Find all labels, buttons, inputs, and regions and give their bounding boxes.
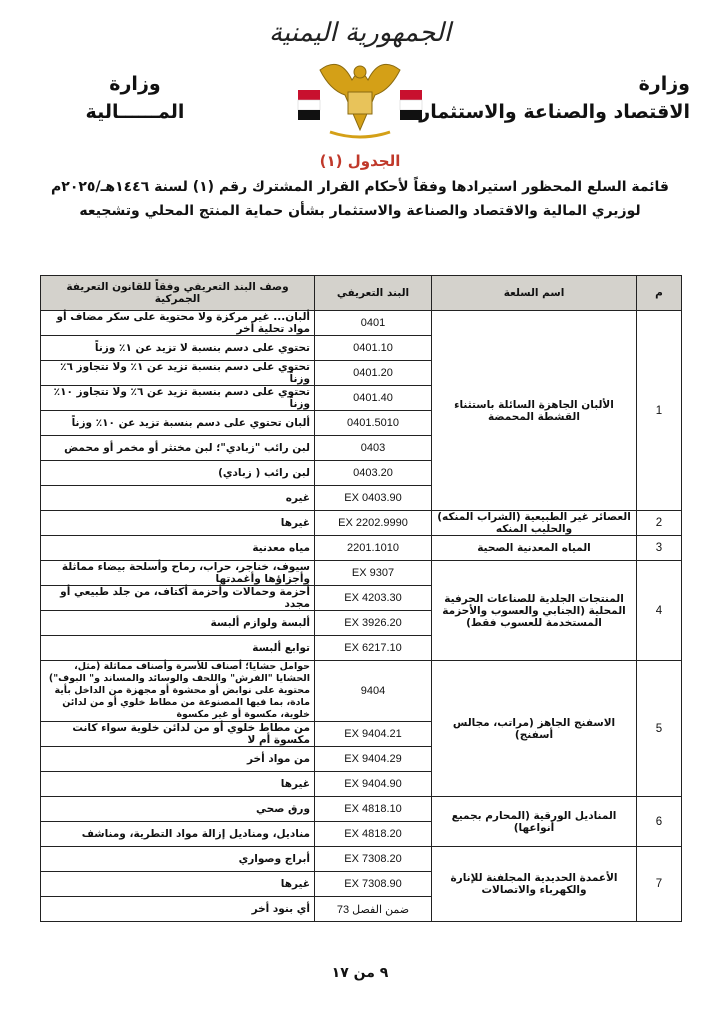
tariff-description: غيره <box>41 486 315 511</box>
tariff-code: EX 2202.9990 <box>315 511 432 536</box>
table-header-row <box>41 276 682 311</box>
tariff-code: 9404 <box>315 661 432 722</box>
tariff-description: مناديل، ومناديل إزالة مواد التطرية، ومناشف <box>41 822 315 847</box>
document-title: قائمة السلع المحظور استيرادها وفقاً لأحكام القرار المشترك رقم (١) لسنة ١٤٤٦هـ/٢٠٢٥م لوزيري المالية والاقتصاد والصناعة والاستثمار بشأن حماية المنتج المحلي وتشجيعه <box>51 179 669 219</box>
tariff-code: 0401.10 <box>315 336 432 361</box>
goods-name: الألبان الجاهزة السائلة باستثناء القشطة المحمضة <box>432 311 637 511</box>
table-row <box>41 661 682 722</box>
tariff-code: 0403 <box>315 436 432 461</box>
tariff-description: تحتوي على دسم بنسبة تزيد عن ١٪ ولا تتجاوز ٦٪ وزناً <box>41 361 315 386</box>
ministry-economy <box>419 70 690 126</box>
goods-name: المياه المعدنية الصحية <box>432 536 637 561</box>
goods-name: الاسفنج الجاهز (مراتب، مجالس أسفنج) <box>432 661 637 797</box>
tariff-description: مياه معدنية <box>41 536 315 561</box>
tariff-description: أي بنود أخر <box>41 897 315 922</box>
row-number: 7 <box>637 847 682 922</box>
table-body <box>41 311 682 922</box>
tariff-description: غيرها <box>41 511 315 536</box>
col-header-m: م <box>637 276 682 311</box>
tariff-code: 0401.5010 <box>315 411 432 436</box>
row-number: 6 <box>637 797 682 847</box>
row-number: 5 <box>637 661 682 797</box>
row-number: 2 <box>637 511 682 536</box>
table-row <box>41 511 682 536</box>
tariff-code: 2201.1010 <box>315 536 432 561</box>
letterhead <box>0 0 720 150</box>
tariff-description: ورق صحي <box>41 797 315 822</box>
tariff-code: EX 9404.90 <box>315 772 432 797</box>
tariff-code: 0401.20 <box>315 361 432 386</box>
goods-name: الأعمدة الحديدية المجلفنة للإنارة والكهرباء والاتصالات <box>432 847 637 922</box>
table-row <box>41 847 682 872</box>
table-row <box>41 561 682 586</box>
tariff-code: EX 9404.29 <box>315 747 432 772</box>
ministry-finance <box>75 70 195 126</box>
ministry-finance-line2: المــــــالية <box>85 101 185 123</box>
tariff-code: 0401 <box>315 311 432 336</box>
table-row <box>41 311 682 336</box>
tariff-description: غيرها <box>41 772 315 797</box>
tariff-description: تحتوي على دسم بنسبة لا تزيد عن ١٪ وزناً <box>41 336 315 361</box>
row-number: 4 <box>637 561 682 661</box>
eagle-emblem-icon <box>290 50 430 145</box>
tariff-description: ألبسة ولوازم ألبسة <box>41 611 315 636</box>
republic-name: الجمهورية اليمنية <box>268 18 452 48</box>
table-number: الجدول (١) <box>319 152 401 170</box>
tariff-code: EX 9307 <box>315 561 432 586</box>
tariff-description: حوامل حشايا؛ أصناف للأسرة وأصناف مماثلة (مثل، الحشايا "الفرش" واللحف والوسائد والمساند و" البوف") محتوية على نوابض أو محشوة أو مجهزة من الداخل بأية مادة، بما فيها المصنوعة من مطاط خلوي أو من لدائن خلوية، مكسوة أو غير مكسوة <box>41 661 315 722</box>
tariff-description: أبراج وصواري <box>41 847 315 872</box>
tariff-code: 0403.20 <box>315 461 432 486</box>
tariff-code: EX 6217.10 <box>315 636 432 661</box>
tariff-code: EX 4203.30 <box>315 586 432 611</box>
ministry-finance-line1: وزارة <box>109 73 161 95</box>
tariff-code: ضمن الفصل 73 <box>315 897 432 922</box>
tariff-description: لبن رائب "زبادي"؛ لبن مختثر أو مخمر أو محمض <box>41 436 315 461</box>
col-header-desc: وصف البند التعريفي وفقاً للقانون التعريفة الجمركية <box>41 276 315 311</box>
tariff-description: أحزمة وحمالات وأحزمة أكتاف، من جلد طبيعي أو مجدد <box>41 586 315 611</box>
goods-table-wrapper <box>40 275 682 922</box>
tariff-description: من مواد أخر <box>41 747 315 772</box>
table-row <box>41 797 682 822</box>
tariff-description: ألبان... غير مركزة ولا محتوية على سكر مضاف أو مواد تحلية أخر <box>41 311 315 336</box>
ministry-economy-line1: وزارة <box>638 73 690 95</box>
prohibited-goods-table <box>40 275 682 922</box>
ministry-economy-line2: الاقتصاد والصناعة والاستثمار <box>419 101 690 123</box>
tariff-code: EX 0403.90 <box>315 486 432 511</box>
tariff-code: EX 4818.20 <box>315 822 432 847</box>
tariff-code: EX 4818.10 <box>315 797 432 822</box>
col-header-code: البند التعريفي <box>315 276 432 311</box>
row-number: 3 <box>637 536 682 561</box>
page-number: ٩ من ١٧ <box>331 965 389 981</box>
tariff-description: لبن رائب ( زبادي) <box>41 461 315 486</box>
tariff-description: من مطاط خلوي أو من لدائن خلوية سواء كانت مكسوة أم لا <box>41 722 315 747</box>
tariff-code: EX 7308.20 <box>315 847 432 872</box>
tariff-description: توابع ألبسة <box>41 636 315 661</box>
goods-name: المنتجات الجلدية للصناعات الحرفية المحلية (الجنابي والعسوب والأحزمة المستخدمة للعسوب فقط) <box>432 561 637 661</box>
tariff-description: سيوف، خناجر، حراب، رماح وأسلحة بيضاء مماثلة وأجزاؤها وأغمدتها <box>41 561 315 586</box>
goods-name: المناديل الورقية (المحارم بجميع أنواعها) <box>432 797 637 847</box>
table-row <box>41 536 682 561</box>
tariff-description: غيرها <box>41 872 315 897</box>
goods-name: العصائر غير الطبيعية (الشراب المنكه) والحليب المنكه <box>432 511 637 536</box>
tariff-code: EX 3926.20 <box>315 611 432 636</box>
row-number: 1 <box>637 311 682 511</box>
tariff-code: EX 7308.90 <box>315 872 432 897</box>
tariff-code: 0401.40 <box>315 386 432 411</box>
col-header-name: اسم السلعة <box>432 276 637 311</box>
tariff-description: ألبان تحتوي على دسم بنسبة تزيد عن ١٠٪ وزناً <box>41 411 315 436</box>
tariff-description: تحتوي على دسم بنسبة تزيد عن ٦٪ ولا تتجاوز ١٠٪ وزناً <box>41 386 315 411</box>
tariff-code: EX 9404.21 <box>315 722 432 747</box>
